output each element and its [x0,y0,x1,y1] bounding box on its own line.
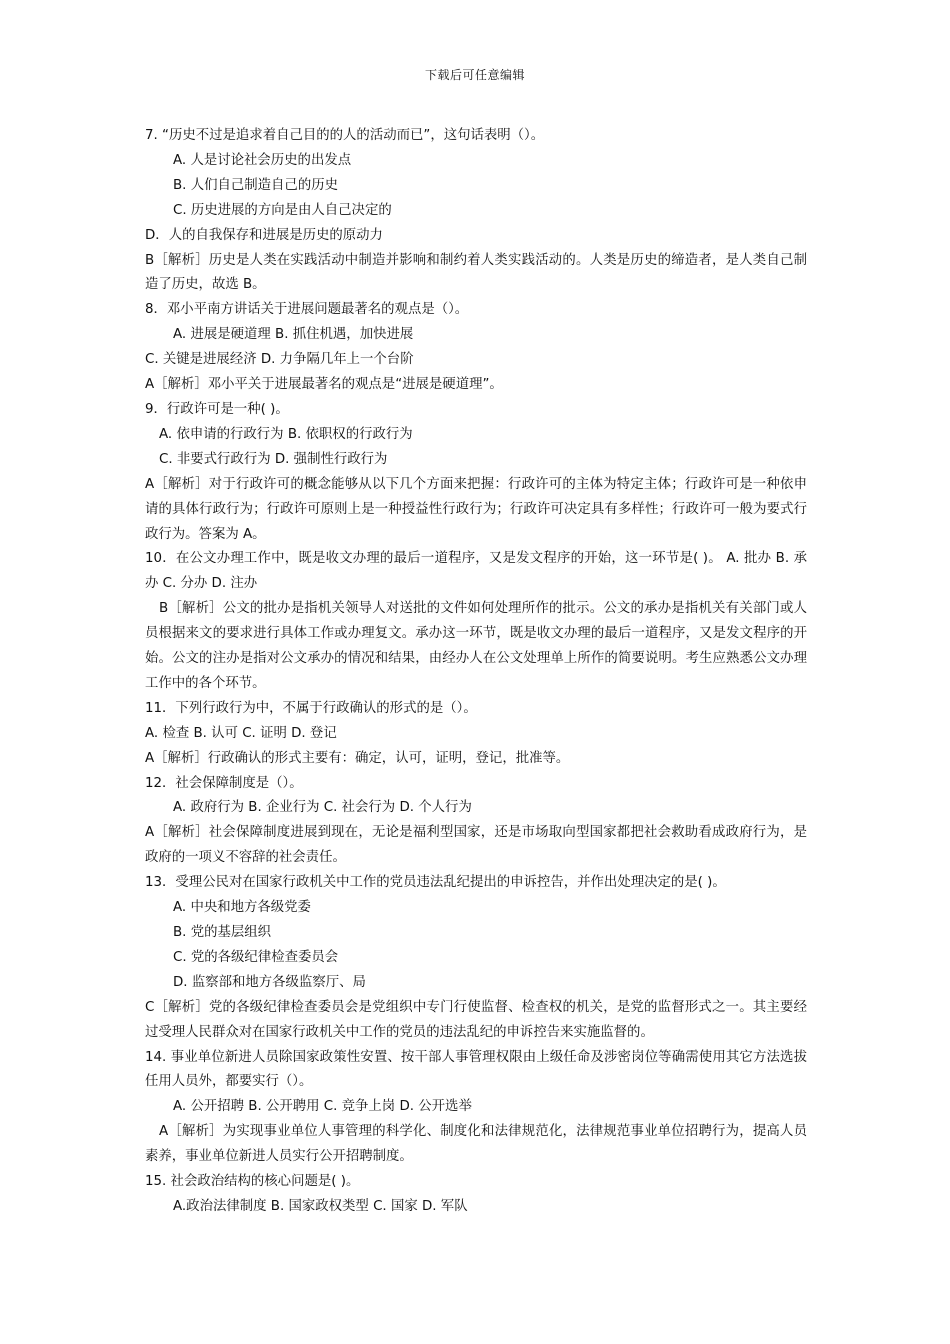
text-line: A.政治法律制度 B. 国家政权类型 C. 国家 D. 军队 [173,1198,468,1214]
text-line: 13．受理公民对在国家行政机关中工作的党员违法乱纪提出的申诉控告，并作出处理决定的是( )。 [145,875,726,891]
text-line: 9．行政许可是一种( )。 [145,401,289,417]
text-line: 14. 事业单位新进人员除国家政策性安置、按干部人事管理权限由上级任命及涉密岗位等确需使用其它方法选拔任用人员外，都要实行（）。 [145,1049,807,1090]
text-line: 12．社会保障制度是（）。 [145,775,303,791]
text-line: A. 人是讨论社会历史的出发点 [173,152,352,168]
text-line: A［解析］邓小平关于进展最著名的观点是“进展是硬道理”。 [145,377,503,393]
page-header: 下载后可任意编辑 [424,68,525,82]
text-line: C. 关键是进展经济 D. 力争隔几年上一个台阶 [145,352,414,368]
text-line: D．人的自我保存和进展是历史的原动力 [145,227,383,243]
text-line: C［解析］党的各级纪律检查委员会是党组织中专门行使监督、检查权的机关，是党的监督形式之一。其主要经过受理人民群众对在国家行政机关中工作的党员的违法乱纪的申诉控告来实施监督的。 [145,999,807,1040]
text-line: D. 监察部和地方各级监察厅、局 [173,974,366,990]
text-line: A. 政府行为 B. 企业行为 C. 社会行为 D. 个人行为 [173,800,472,816]
text-line: 10．在公文办理工作中，既是收文办理的最后一道程序，又是发文程序的开始，这一环节是( )。 A. 批办 B. 承办 C. 分办 D. 注办 [145,551,807,592]
text-line: A. 检查 B. 认可 C. 证明 D. 登记 [145,725,337,741]
text-line: B. 人们自己制造自己的历史 [173,177,338,193]
text-line: A. 公开招聘 B. 公开聘用 C. 竞争上岗 D. 公开选举 [173,1099,472,1115]
text-line: B［解析］历史是人类在实践活动中制造并影响和制约着人类实践活动的。人类是历史的缔造者，是人类自己制造了历史，故选 B。 [145,252,807,293]
document-body [145,124,807,1220]
text-line: A. 中央和地方各级党委 [173,900,311,916]
text-line: A［解析］行政确认的形式主要有：确定，认可，证明，登记，批准等。 [145,750,570,766]
text-line: A［解析］为实现事业单位人事管理的科学化、制度化和法律规范化，法律规范事业单位招聘行为，提高人员素养，事业单位新进人员实行公开招聘制度。 [145,1124,807,1165]
text-line: A［解析］对于行政许可的概念能够从以下几个方面来把握：行政许可的主体为特定主体；行政许可是一种依申请的具体行政行为；行政许可原则上是一种授益性行政行为；行政许可决定具有多样性；行政许可一般为要式行政行为。答案为 A。 [145,476,807,542]
text-line: 7. “历史不过是追求着自己目的的人的活动而已”，这句话表明（）。 [145,128,545,143]
text-line: A. 进展是硬道理 B. 抓住机遇，加快进展 [173,327,414,343]
text-line: A［解析］社会保障制度进展到现在，无论是福利型国家，还是市场取向型国家都把社会救助看成政府行为，是政府的一项义不容辞的社会责任。 [145,825,807,866]
text-line: C. 非要式行政行为 D. 强制性行政行为 [159,451,388,467]
text-line: 11．下列行政行为中，不属于行政确认的形式的是（）。 [145,700,477,716]
text-line: C. 党的各级纪律检查委员会 [173,949,339,965]
text-line: B. 党的基层组织 [173,925,272,940]
text-line: C. 历史进展的方向是由人自己决定的 [173,202,392,218]
text-line: 15. 社会政治结构的核心问题是( )。 [145,1174,360,1190]
text-line: 8．邓小平南方讲话关于进展问题最著名的观点是（）。 [145,302,469,318]
text-line: A. 依申请的行政行为 B. 依职权的行政行为 [159,426,413,442]
text-line: B［解析］公文的批办是指机关领导人对送批的文件如何处理所作的批示。公文的承办是指机关有关部门或人员根据来文的要求进行具体工作或办理复文。承办这一环节，既是收文办理的最后一道程序，又是发文程序的开始。公文的注办是指对公文承办的情况和结果，由经办人在公文处理单上所作的简要说明。考生应熟悉公文办理工作中的各个环节。 [145,601,807,691]
